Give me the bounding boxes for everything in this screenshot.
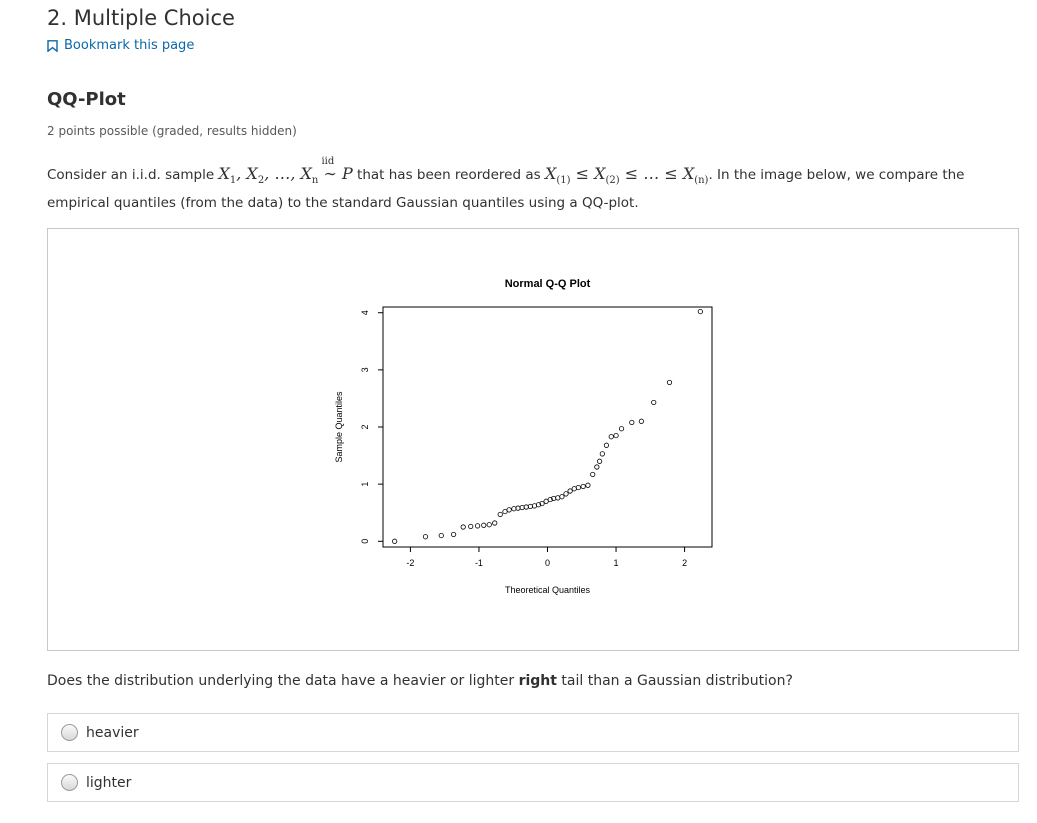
x-tick-label: 2 (682, 558, 688, 568)
data-point (591, 472, 595, 476)
data-point (451, 532, 455, 536)
data-point (520, 505, 524, 509)
data-point (595, 465, 599, 469)
data-point (572, 487, 576, 491)
data-point (461, 525, 465, 529)
data-point (630, 420, 634, 424)
data-point (493, 521, 497, 525)
y-tick-label: 3 (360, 367, 370, 373)
points-possible: 2 points possible (graded, results hidden) (47, 124, 297, 138)
data-point (439, 533, 443, 537)
bookmark-link[interactable] (47, 38, 194, 53)
question-text (47, 673, 793, 689)
problem-title: QQ-Plot (47, 89, 126, 110)
data-point (475, 524, 479, 528)
plot-frame (383, 307, 712, 547)
x-tick-label: -2 (406, 558, 415, 568)
data-point (423, 535, 427, 539)
data-point (507, 508, 511, 512)
data-point (528, 504, 532, 508)
data-point (512, 507, 516, 511)
unit-title: 2. Multiple Choice (47, 6, 235, 30)
order-stat-math: $X_{(1)} \le X_{(2)}$ ≤ … ≤ $X_{(n)}$ (544, 164, 709, 187)
question-after: tail than a Gaussian distribution? (556, 673, 793, 689)
data-point (392, 539, 396, 543)
data-point (560, 495, 564, 499)
y-tick-label: 1 (360, 481, 370, 487)
data-point (576, 485, 580, 489)
qq-plot-figure (47, 228, 1019, 651)
data-point (487, 523, 491, 527)
y-tick-label: 4 (360, 310, 370, 316)
data-point (556, 496, 560, 500)
choice-lighter[interactable] (47, 763, 1019, 802)
data-point (581, 484, 585, 488)
prompt-text-1: Consider an i.i.d. sample (47, 167, 215, 183)
radio-lighter[interactable] (61, 774, 78, 791)
data-point (564, 492, 568, 496)
data-point (469, 524, 473, 528)
qq-plot-svg (48, 229, 1018, 650)
x-axis-label: Theoretical Quantiles (504, 585, 591, 595)
x-tick-label: 0 (544, 558, 551, 568)
data-point (652, 400, 656, 404)
question-bold: right (518, 673, 557, 689)
y-tick-label: 2 (360, 424, 370, 430)
chart-title: Normal Q-Q Plot (504, 278, 591, 290)
bookmark-icon (47, 40, 58, 52)
data-point (667, 380, 671, 384)
data-point (614, 433, 618, 437)
data-point (498, 512, 502, 516)
choice-heavier-label: heavier (86, 724, 139, 741)
data-point (639, 419, 643, 423)
data-point (568, 489, 572, 493)
prompt-text-3: . In the image below, we compare the empirical quantiles (from the data) to the standard Gaussian quantiles using a QQ-plot. (47, 167, 965, 212)
data-point (600, 452, 604, 456)
choice-heavier[interactable] (47, 713, 1019, 752)
data-point (524, 505, 528, 509)
y-axis-label: Sample Quantiles (334, 391, 344, 463)
prompt-text-2: that has been reordered as (357, 167, 541, 183)
data-point (619, 427, 623, 431)
data-point (516, 506, 520, 510)
y-tick-label: 0 (360, 538, 370, 544)
data-point (698, 309, 702, 313)
problem-prompt (47, 156, 1019, 214)
x-tick-label: -1 (474, 558, 483, 568)
data-point (604, 443, 608, 447)
sample-math: $X_1$, $X_2$, …, $X_n$ iid ∼ P (218, 156, 353, 187)
data-point (532, 504, 536, 508)
x-tick-label: 1 (613, 558, 619, 568)
data-point (586, 483, 590, 487)
data-point (482, 523, 486, 527)
question-before: Does the distribution underlying the data have a heavier or lighter (47, 673, 519, 689)
data-point (609, 435, 613, 439)
bookmark-label: Bookmark this page (64, 38, 195, 53)
data-point (597, 459, 601, 463)
choice-lighter-label: lighter (86, 774, 132, 791)
radio-heavier[interactable] (61, 724, 78, 741)
